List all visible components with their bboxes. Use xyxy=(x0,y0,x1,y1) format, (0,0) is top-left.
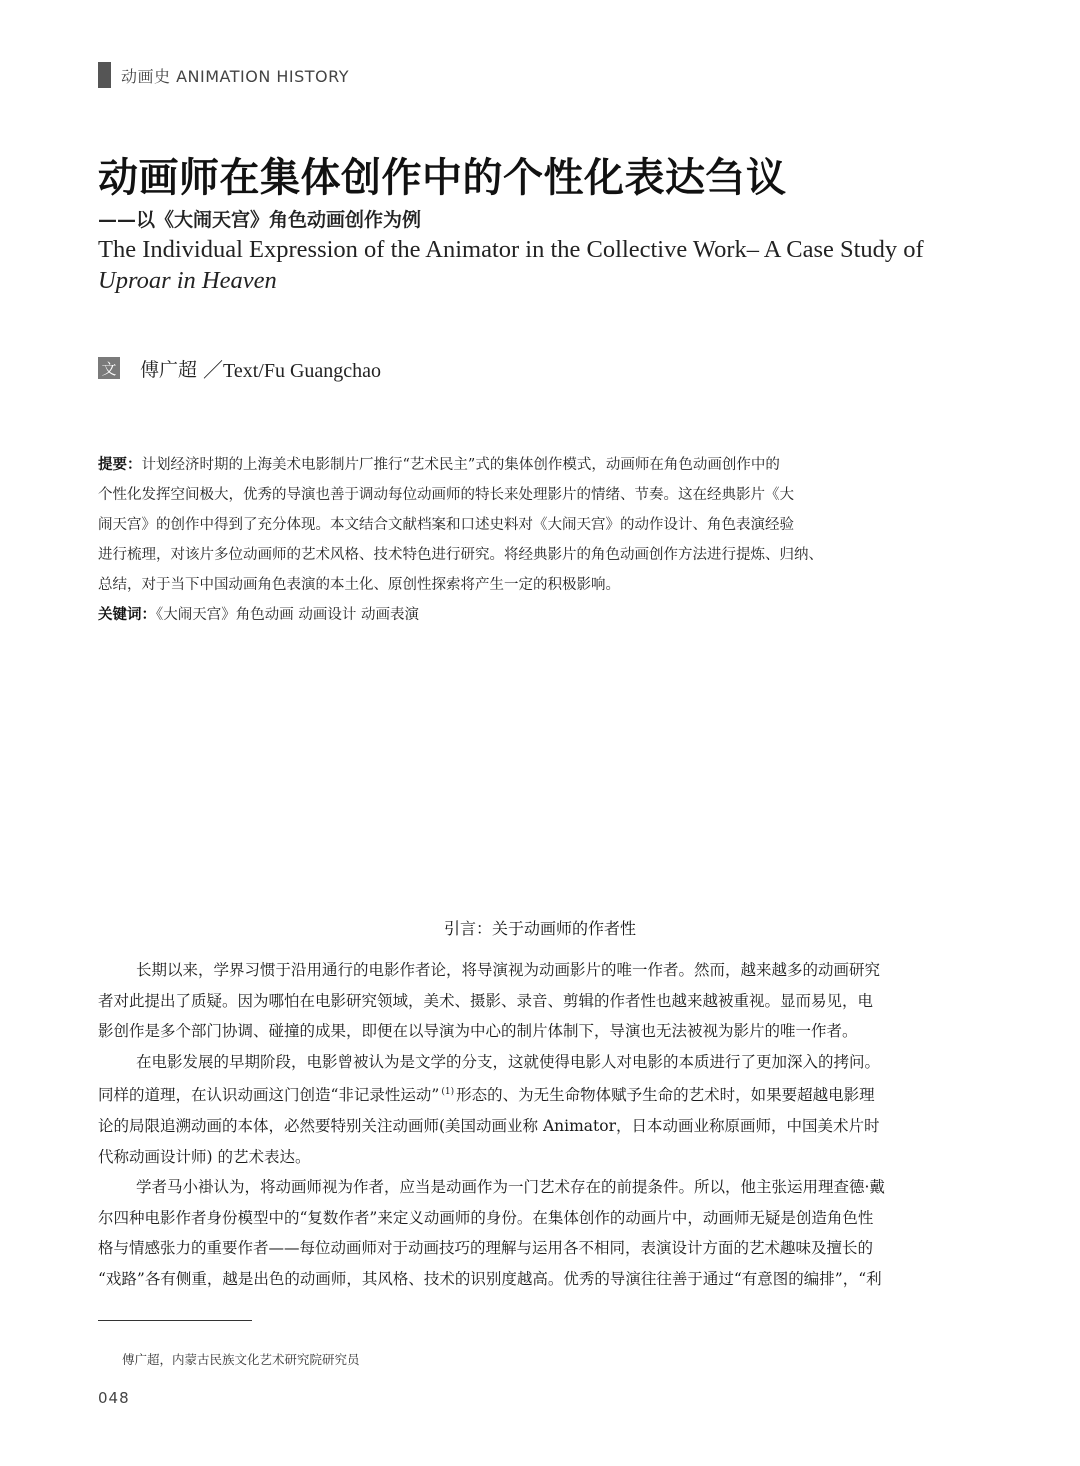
article-title-en-italic: Uproar in Heaven xyxy=(98,267,277,294)
paragraph-line: 代称动画设计师) 的艺术表达。 xyxy=(98,1147,311,1166)
author-footnote: 傅广超，内蒙古民族文化艺术研究院研究员 xyxy=(122,1352,360,1367)
paragraph-line: 学者马小褂认为，将动画师视为作者，应当是动画作为一门艺术存在的前提条件。所以，他主张运用理查德·戴 xyxy=(136,1178,885,1197)
article-title-en xyxy=(98,234,988,296)
section-label: 动画史 ANIMATION HISTORY xyxy=(121,66,350,86)
paragraph-line: 在电影发展的早期阶段，电影曾被认为是文学的分支，这就使得电影人对电影的本质进行了更加深入的拷问。 xyxy=(136,1052,881,1071)
paragraph-line: 尔四种电影作者身份模型中的“复数作者”来定义动画师的身份。在集体创作的动画片中，动画师无疑是创造角色性 xyxy=(98,1208,874,1227)
byline xyxy=(98,356,381,380)
keywords-label: 关键词： xyxy=(98,607,156,623)
abstract xyxy=(98,450,928,630)
abstract-line: 进行梳理，对该片多位动画师的艺术风格、技术特色进行研究。将经典影片的角色动画创作方法进行提炼、归纳、 xyxy=(98,547,823,563)
page-number: 048 xyxy=(98,1389,130,1407)
byline-author-cn: 傅广超 xyxy=(140,358,198,381)
body-text xyxy=(98,955,974,1295)
section-tag xyxy=(98,62,349,88)
paragraph-line: 长期以来，学界习惯于沿用通行的电影作者论，将导演视为动画影片的唯一作者。然而，越来越多的动画研究 xyxy=(136,961,881,979)
abstract-label: 提要： xyxy=(98,457,142,473)
keywords-text: 《大闹天宫》角色动画 动画设计 动画表演 xyxy=(156,607,419,623)
paragraph-line: 影创作是多个部门协调、碰撞的成果，即便在以导演为中心的制片体制下，导演也无法被视为影片的唯一作者。 xyxy=(98,1022,858,1041)
paragraph-line: 者对此提出了质疑。因为哪怕在电影研究领域，美术、摄影、录音、剪辑的作者性也越来越被重视。显而易见，电 xyxy=(98,991,874,1010)
abstract-line: 总结，对于当下中国动画角色表演的本土化、原创性探索将产生一定的积极影响。 xyxy=(98,577,620,593)
abstract-text: 计划经济时期的上海美术电影制片厂推行“艺术民主”式的集体创作模式，动画师在角色动画创作中的 xyxy=(141,457,780,473)
byline-text-mark: 文 xyxy=(98,357,120,379)
article-title-cn: 动画师在集体创作中的个性化表达刍议 xyxy=(98,154,787,201)
keywords-line xyxy=(98,600,928,630)
paragraph-line: 格与情感张力的重要作者——每位动画师对于动画技巧的理解与运用各不相同，表演设计方面的艺术趣味及擅长的 xyxy=(98,1239,874,1258)
abstract-line: 闹天宫》的创作中得到了充分体现。本文结合文献档案和口述史料对《大闹天宫》的动作设计、角色表演经验 xyxy=(98,517,794,533)
abstract-line xyxy=(98,450,928,480)
paragraph-line xyxy=(98,1077,974,1111)
footnote-reference: (1) xyxy=(441,1087,455,1098)
article-subtitle-cn: ——以《大闹天宫》角色动画创作为例 xyxy=(98,209,422,231)
paragraph-line: 论的局限追溯动画的本体，必然要特别关注动画师(美国动画业称 Animator，日本动画业称原画师，中国美术片时 xyxy=(98,1116,880,1135)
footnote-divider xyxy=(98,1320,252,1321)
paragraph-text: 形态的、为无生命物体赋予生命的艺术时，如果要超越电影理 xyxy=(456,1086,875,1105)
introduction-heading: 引言：关于动画师的作者性 xyxy=(443,919,636,938)
paragraph-line: “戏路”各有侧重，越是出色的动画师，其风格、技术的识别度越高。优秀的导演往往善于通过“有意图的编排”，“利 xyxy=(98,1269,882,1288)
section-marker-bar xyxy=(98,62,111,88)
byline-author-en: ／Text/Fu Guangchao xyxy=(203,359,382,382)
article-title-en-main: The Individual Expression of the Animator in the Collective Work– A Case Study of xyxy=(98,236,924,263)
abstract-line: 个性化发挥空间极大，优秀的导演也善于调动每位动画师的特长来处理影片的情绪、节奏。这在经典影片《大 xyxy=(98,487,794,503)
paragraph-text: 同样的道理，在认识动画这门创造“非记录性运动” xyxy=(98,1086,440,1105)
